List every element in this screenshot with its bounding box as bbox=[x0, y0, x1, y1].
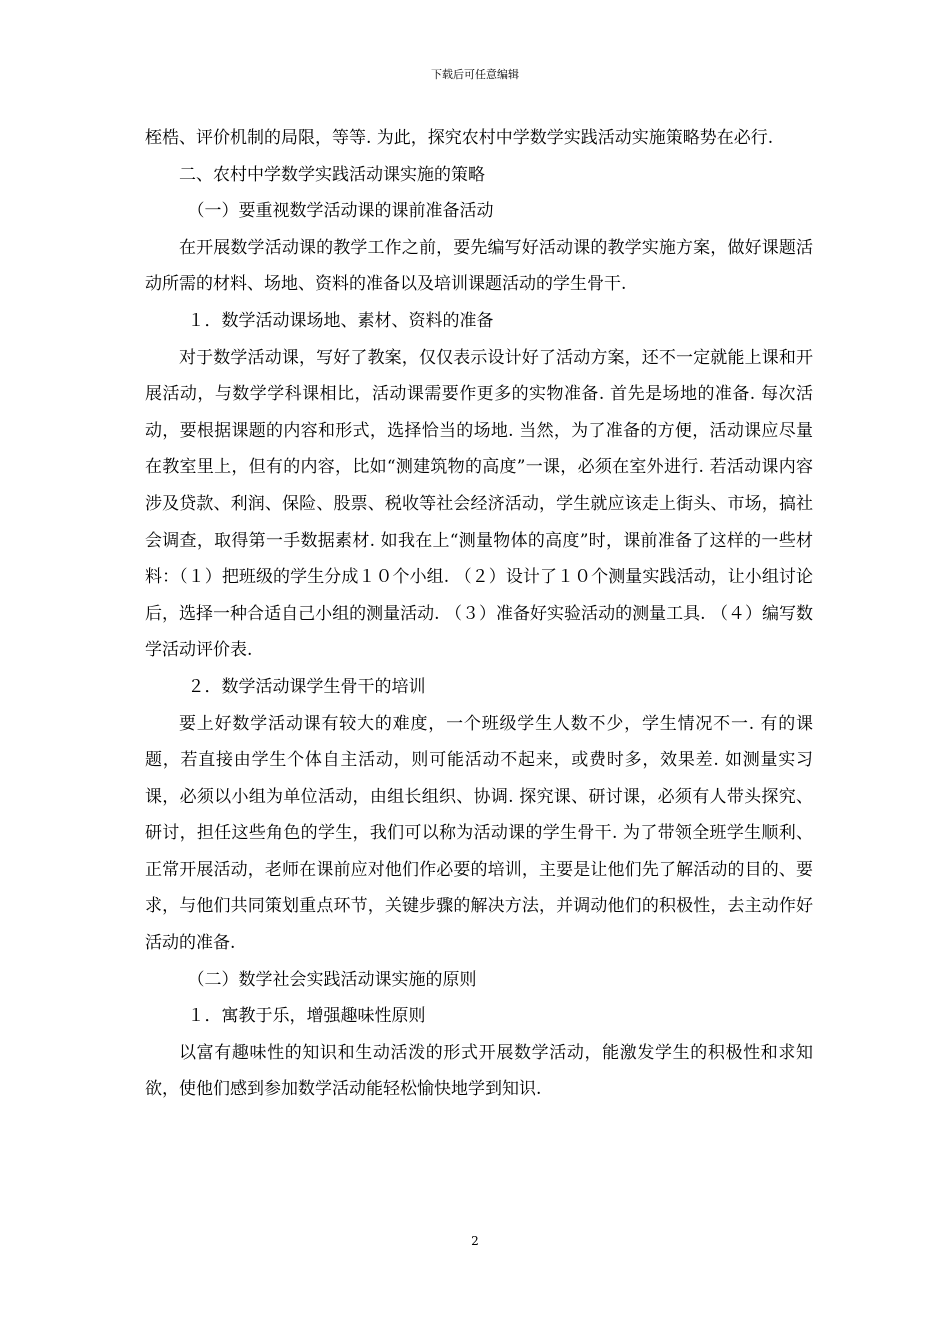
paragraph: 对于数学活动课，写好了教案，仅仅表示设计好了活动方案，还不一定就能上课和开展活动，与数学学科课相比，活动课需要作更多的实物准备. 首先是场地的准备. 每次活动，要根据课题的内容和形式，选择恰当的场地. 当然，为了准备的方便，活动课应尽量在教室里上，但有的内容，比如“测建筑物的高度”一课，必须在室外进行. 若活动课内容涉及贷款、利润、保险、股票、税收等社会经济活动，学生就应该走上街头、市场，搞社会调查，取得第一手数据素材. 如我在上“测量物体的高度”时，课前准备了这样的一些材料：（１）把班级的学生分成１０个小组. （２）设计了１０个测量实践活动，让小组讨论后，选择一种合适自己小组的测量活动. （３）准备好实验活动的测量工具. （４）编写数学活动评价表. bbox=[145, 347, 813, 661]
document-body bbox=[145, 120, 813, 1108]
subsection-heading: （一）要重视数学活动课的课前准备活动 bbox=[187, 201, 494, 222]
subheading-item: １．数学活动课场地、素材、资料的准备 bbox=[187, 310, 494, 331]
page-number: 2 bbox=[471, 1234, 479, 1248]
paragraph: 在开展数学活动课的教学工作之前，要先编写好活动课的教学实施方案，做好课题活动所需的材料、场地、资料的准备以及培训课题活动的学生骨干. bbox=[145, 237, 813, 295]
page-header: 下载后可任意编辑 bbox=[431, 68, 519, 81]
subsection-heading: （二）数学社会实践活动课实施的原则 bbox=[187, 969, 477, 990]
paragraph: 要上好数学活动课有较大的难度，一个班级学生人数不少，学生情况不一. 有的课题，若直接由学生个体自主活动，则可能活动不起来，或费时多，效果差. 如测量实习课，必须以小组为单位活动，由组长组织、协调. 探究课、研讨课，必须有人带头探究、研讨，担任这些角色的学生，我们可以称为活动课的学生骨干. 为了带领全班学生顺利、正常开展活动，老师在课前应对他们作必要的培训，主要是让他们先了解活动的目的、要求，与他们共同策划重点环节，关键步骤的解决方法，并调动他们的积极性，去主动作好活动的准备. bbox=[145, 713, 813, 954]
paragraph-continuation: 桎梏、评价机制的局限，等等. 为此，探究农村中学数学实践活动实施策略势在必行. bbox=[145, 128, 774, 148]
section-heading: 二、农村中学数学实践活动课实施的策略 bbox=[179, 164, 485, 185]
subheading-item: １．寓教于乐，增强趣味性原则 bbox=[187, 1006, 426, 1027]
subheading-item: ２．数学活动课学生骨干的培训 bbox=[187, 676, 426, 697]
paragraph: 以富有趣味性的知识和生动活泼的形式开展数学活动，能激发学生的积极性和求知欲，使他们感到参加数学活动能轻松愉快地学到知识. bbox=[145, 1042, 813, 1100]
